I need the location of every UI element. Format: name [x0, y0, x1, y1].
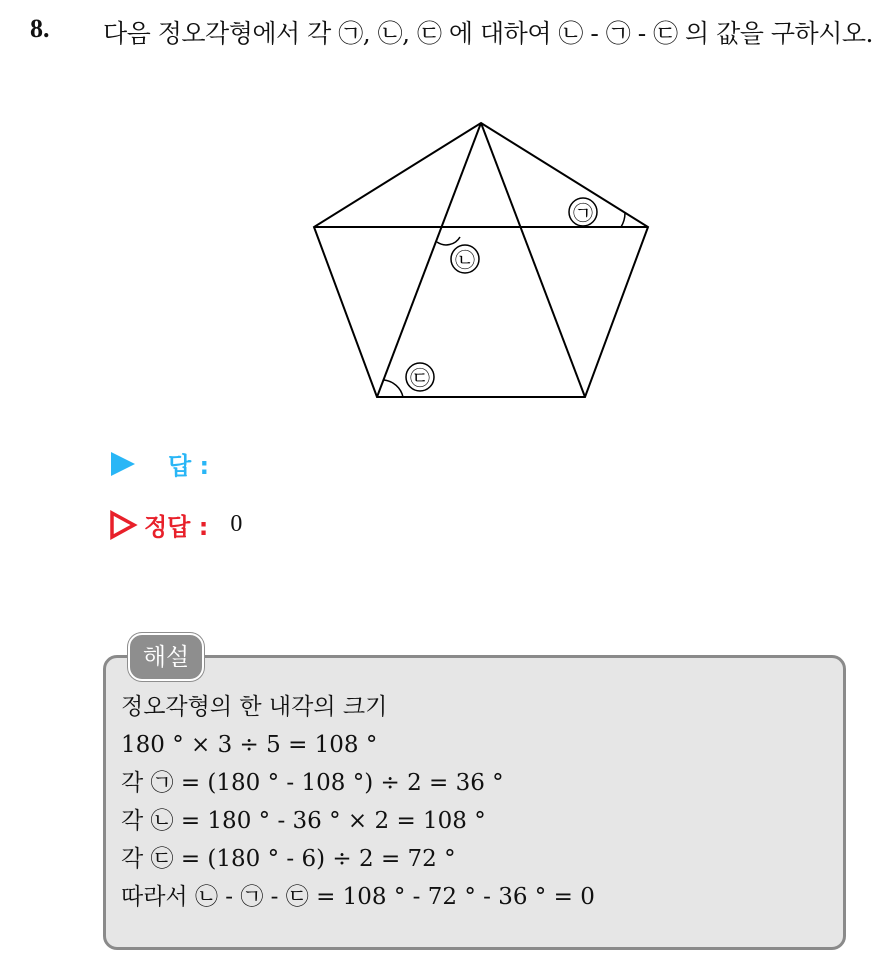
- explanation-line: 각 ㉢ = (180 ° - 6) ÷ 2 = 72 °: [121, 846, 456, 872]
- label-a: ㉠: [573, 201, 593, 225]
- answer-label: 답 :: [168, 452, 210, 480]
- explanation-line: 각 ㉠ = (180 ° - 108 °) ÷ 2 = 36 °: [121, 770, 504, 796]
- angle-arc-a: [621, 213, 625, 227]
- outline-triangle-icon: [108, 510, 138, 540]
- explanation-line: 180 ° × 3 ÷ 5 = 108 °: [121, 732, 378, 758]
- correct-answer-label: 정답 :: [144, 513, 209, 541]
- pentagon-outline: [314, 123, 648, 397]
- explanation-lines: [121, 688, 831, 916]
- correct-answer-row: [108, 507, 242, 542]
- angle-arc-c: [384, 380, 403, 397]
- filled-triangle-icon: [108, 450, 138, 478]
- explanation-line: 각 ㉡ = 180 ° - 36 ° × 2 = 108 °: [121, 808, 486, 834]
- explanation-line: 따라서 ㉡ - ㉠ - ㉢ = 108 ° - 72 ° - 36 ° = 0: [121, 884, 595, 910]
- diagonal-top-bottomright: [481, 123, 585, 397]
- label-b: ㉡: [455, 248, 475, 272]
- question-number: 8.: [30, 14, 50, 43]
- answer-row: [108, 446, 231, 481]
- correct-answer-value: 0: [230, 511, 243, 537]
- pentagon-figure: [300, 110, 660, 410]
- question-text: 다음 정오각형에서 각 ㉠, ㉡, ㉢ 에 대하여 ㉡ - ㉠ - ㉢ 의 값을 구하시오.: [103, 19, 873, 48]
- explanation-line: 정오각형의 한 내각의 크기: [121, 694, 388, 720]
- angle-arc-b: [437, 237, 460, 245]
- explanation-tab: 해설: [128, 633, 204, 681]
- label-c: ㉢: [410, 366, 430, 390]
